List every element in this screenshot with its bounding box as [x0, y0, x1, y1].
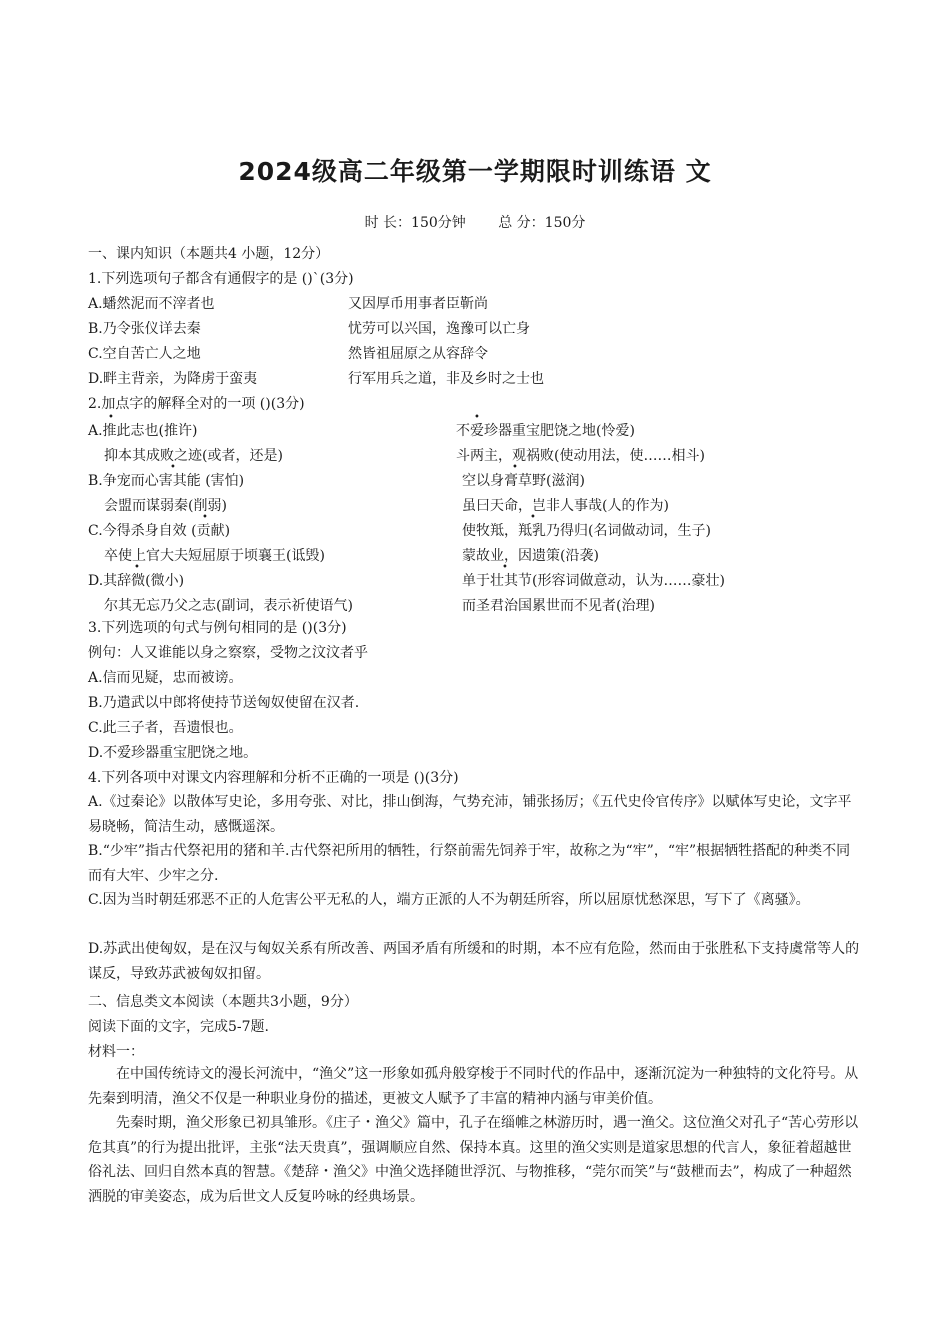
q1-option-c-right: 然皆祖屈原之从容辞令 — [348, 346, 488, 362]
q2-row4-left: 会盟而谋弱秦(削弱) — [104, 498, 227, 514]
emphasis-dot: • — [474, 412, 480, 423]
q2-row8-left: 尔其无忘乃父之志(副词，表示祈使语气) — [104, 598, 353, 614]
q2-row3-left: B.争宠而心害其能 (害怕) — [88, 473, 245, 489]
q2-stem: 2.加点字的解释全对的一项 ()(3分) — [88, 396, 305, 412]
q2-row2-right: 斗两主，观祸败(使动用法，使……相斗) — [456, 448, 705, 464]
q2-row1-left: A.推此志也(推许) — [88, 423, 198, 439]
q2-row1-right: 不爱珍器重宝肥饶之地(怜爱) — [456, 423, 635, 439]
section2-heading: 二、信息类文本阅读（本题共3小题，9分） — [88, 994, 358, 1010]
q2-row6-left: 卒使上官大夫短屈原于顷襄王(诋毁) — [104, 548, 325, 564]
emphasis-dot: • — [512, 462, 518, 473]
q4-option-a: A.《过秦论》以散体写史论，多用夸张、对比，排山倒海，气势充沛，铺张扬厉；《五代史伶官传序》以赋体写史论，文字平易晓畅，简洁生动，感慨遥深。 — [88, 794, 852, 835]
q4-option-c: C.因为当时朝廷邪恶不正的人危害公平无私的人，端方正派的人不为朝廷所容，所以屈原忧愁深思，写下了《离骚》。 — [88, 892, 810, 908]
material-label: 材料一： — [88, 1044, 144, 1060]
exam-meta — [0, 212, 950, 232]
q2-row5-left: C.今得杀身自效 (贡献) — [88, 523, 231, 539]
q1-option-a-left: A.蟠然泥而不滓者也 — [88, 296, 215, 312]
q2-row2-left: 抑本其成败之迹(或者，还是) — [104, 448, 283, 464]
q3-stem: 3.下列选项的句式与例句相同的是 ()(3分) — [88, 620, 347, 636]
q2-row7-left: D.其辞微(微小) — [88, 573, 185, 589]
q3-option-b: B.乃遣武以中郎将使持节送匈奴使留在汉者. — [88, 695, 360, 711]
q2-row3-right: 空以身膏草野(滋润) — [462, 473, 585, 489]
q2-row6-right: 蒙故业，因遗策(沿袭) — [462, 548, 599, 564]
q3-option-c: C.此三子者，吾遗恨也。 — [88, 720, 243, 736]
q3-option-d: D.不爱珍器重宝肥饶之地。 — [88, 745, 258, 761]
q1-stem: 1.下列选项句子都含有通假字的是 ()`(3分) — [88, 271, 354, 287]
q3-option-a: A.信而见疑，忠而被谤。 — [88, 670, 243, 686]
q2-row4-right: 虽曰天命，岂非人事哉(人的作为) — [462, 498, 669, 514]
exam-title: 2024级高二年级第一学期限时训练语 文 — [238, 157, 712, 186]
emphasis-dot: • — [502, 562, 508, 573]
emphasis-dot: • — [108, 412, 114, 423]
q1-option-b-right: 忧劳可以兴国，逸豫可以亡身 — [348, 321, 530, 337]
q2-row7-right: 单于壮其节(形容词做意动，认为……豪壮) — [462, 573, 725, 589]
material-paragraph: 先秦时期，渔父形象已初具雏形。《庄子・渔父》篇中，孔子在缁帷之林游历时，遇一渔父。这位渔父对孔子“苦心劳形以危其真”的行为提出批评，主张“法天贵真”，强调顺应自然、保持本真。这里的渔父实则是道家思想的代言人，象征着超越世俗礼法、回归自然本真的智慧。《楚辞・渔父》中渔父选择随世浮沉、与物推移，“莞尔而笑”与“鼓枻而去”，构成了一种超然洒脱的审美姿态，成为后世文人反复吟咏的经典场景。 — [88, 1115, 859, 1205]
q4-stem: 4.下列各项中对课文内容理解和分析不正确的一项是 ()(3分) — [88, 770, 459, 786]
q3-example: 例句：人又谁能以身之察察，受物之汶汶者乎 — [88, 645, 368, 661]
q2-row5-right: 使牧羝，羝乳乃得归(名词做动词，生子) — [462, 523, 711, 539]
q1-option-c-left: C.空自苦亡人之地 — [88, 346, 201, 362]
q1-option-b-left: B.乃令张仪详去秦 — [88, 321, 201, 337]
emphasis-dot: • — [530, 512, 536, 523]
emphasis-dot: • — [202, 512, 208, 523]
q4-option-b: B.“少牢”指古代祭祀用的猪和羊.古代祭祀所用的牺牲，行祭前需先饲养于牢，故称之为“牢”，“牢”根据牺牲搭配的种类不同而有大牢、少牢之分. — [88, 843, 851, 884]
q1-option-d-left: D.畔主背亲，为降虏于蛮夷 — [88, 371, 258, 387]
section1-heading: 一、课内知识（本题共4 小题，12分） — [88, 246, 330, 262]
q2-row8-right: 而圣君治国累世而不见者(治理) — [462, 598, 655, 614]
emphasis-dot: • — [170, 462, 176, 473]
q4-option-d: D.苏武出使匈奴，是在汉与匈奴关系有所改善、两国矛盾有所缓和的时期，本不应有危险，然而由于张胜私下支持虞常等人的谋反，导致苏武被匈奴扣留。 — [88, 941, 860, 982]
q1-option-a-right: 又因厚币用事者臣靳尚 — [348, 296, 488, 312]
duration-text: 时 长：150分钟 — [364, 215, 466, 231]
material-paragraph: 在中国传统诗文的漫长河流中，“渔父”这一形象如孤舟般穿梭于不同时代的作品中，逐渐沉淀为一种独特的文化符号。从先秦到明清，渔父不仅是一种职业身份的描述，更被文人赋予了丰富的精神内涵与审美价值。 — [88, 1066, 859, 1107]
emphasis-dot: • — [134, 562, 140, 573]
score-text: 总 分：150分 — [498, 215, 586, 231]
section2-intro: 阅读下面的文字，完成5-7题. — [88, 1019, 269, 1035]
q1-option-d-right: 行军用兵之道，非及乡时之士也 — [348, 371, 544, 387]
